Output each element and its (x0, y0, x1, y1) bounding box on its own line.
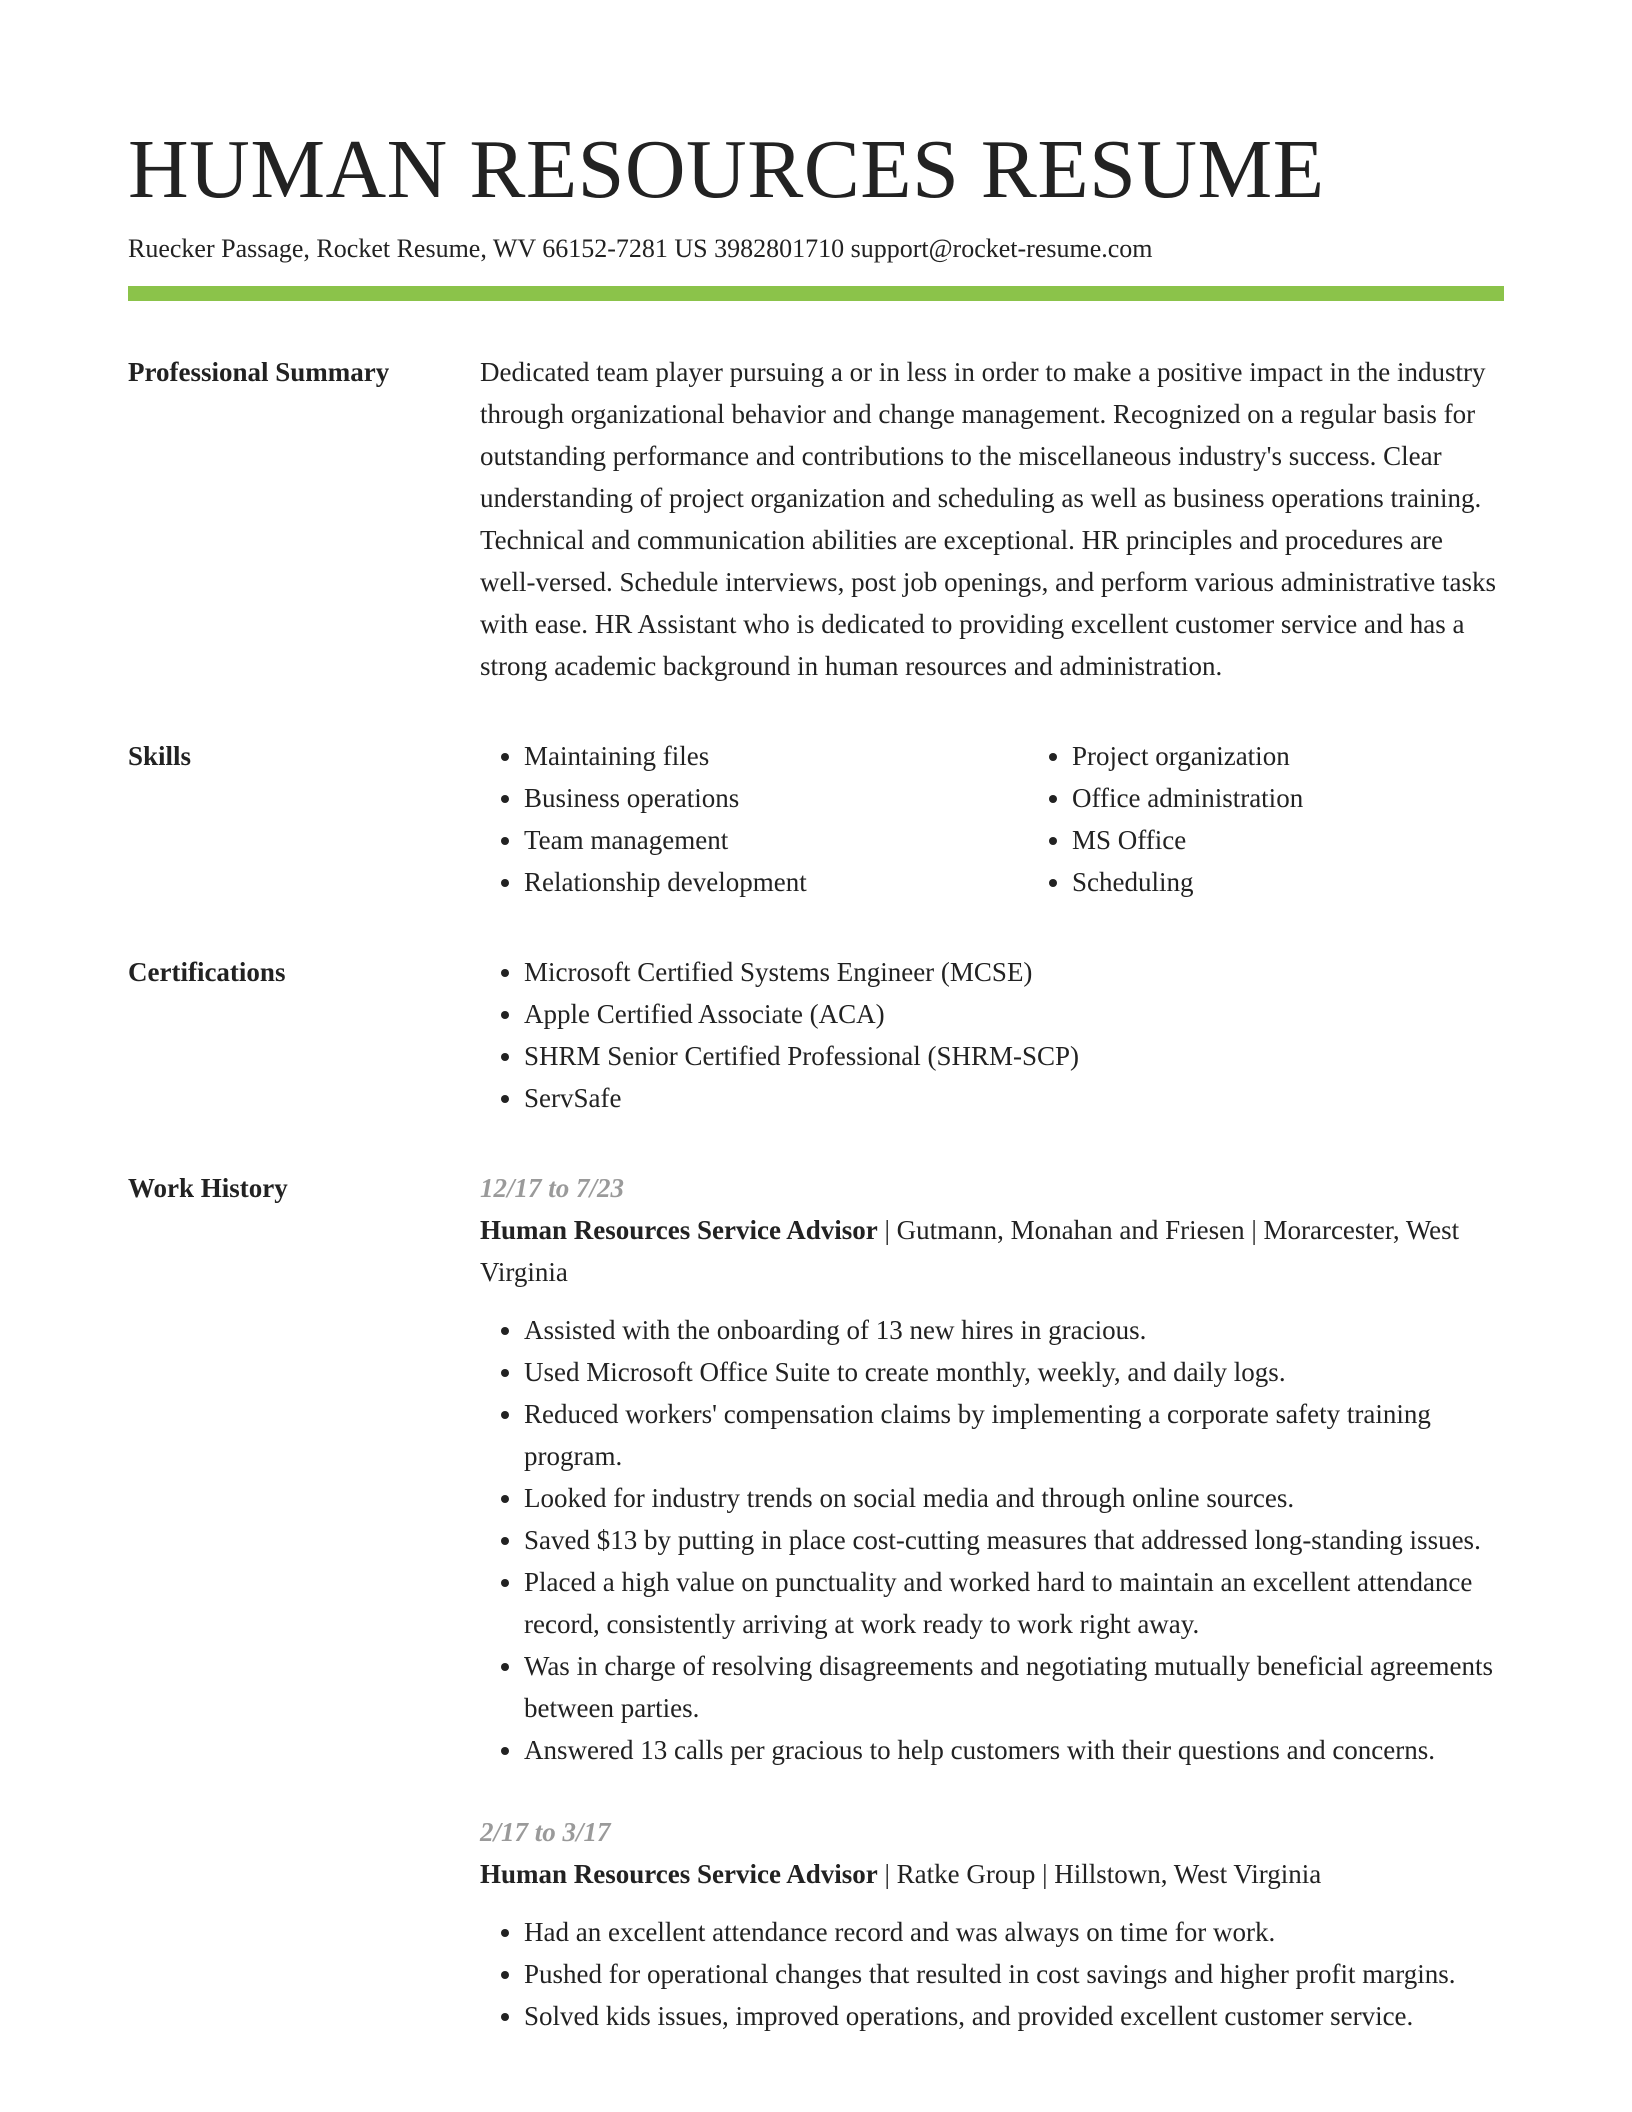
section-label-certifications: Certifications (128, 957, 286, 987)
job-title: Human Resources Service Advisor (480, 1215, 878, 1245)
certifications-section (128, 951, 1504, 1119)
job-role-line (480, 1209, 1504, 1293)
certification-item: • SHRM Senior Certified Professional (SHRM-SCP) (524, 1035, 1504, 1077)
certifications-list (480, 951, 1504, 1119)
contact-line: Ruecker Passage, Rocket Resume, WV 66152-7281 US 3982801710 support@rocket-resume.com (128, 234, 1153, 263)
skill-item: • Relationship development (524, 861, 1028, 903)
job-details: | Gutmann, Monahan and Friesen | Morarcester, West Virginia (480, 1215, 1460, 1287)
job-details: | Ratke Group | Hillstown, West Virginia (877, 1859, 1322, 1889)
job-bullet: • Used Microsoft Office Suite to create monthly, weekly, and daily logs. (524, 1351, 1504, 1393)
section-label-summary: Professional Summary (128, 357, 390, 387)
work-history-section (128, 1167, 1504, 2037)
skills-list-left (480, 735, 1028, 903)
certification-item: • Microsoft Certified Systems Engineer (MCSE) (524, 951, 1504, 993)
skills-section (128, 735, 1504, 903)
job-bullet: • Pushed for operational changes that resulted in cost savings and higher profit margins. (524, 1953, 1504, 1995)
header-divider (128, 286, 1504, 301)
job-bullet: • Saved $13 by putting in place cost-cutting measures that addressed long-standing issues. (524, 1519, 1504, 1561)
skills-list-right (1028, 735, 1303, 903)
job-bullet: • Solved kids issues, improved operations, and provided excellent customer service. (524, 1995, 1504, 2037)
summary-section (128, 351, 1504, 687)
section-label-skills: Skills (128, 741, 192, 771)
skill-item: • Team management (524, 819, 1028, 861)
job-bullets (480, 1309, 1504, 1771)
resume-page (128, 120, 1504, 2037)
summary-text: Dedicated team player pursuing a or in less in order to make a positive impact in the industry through organizational behavior and change management. Recognized on a regular basis for outstanding performance and contributions to the miscellaneous industry's success. Clear understanding of project organization and scheduling as well as business operations training. Technical and communication abilities are exceptional. HR principles and procedures are well-versed. Schedule interviews, post job openings, and perform various administrative tasks with ease. HR Assistant who is dedicated to providing excellent customer service and has a strong academic background in human resources and administration. (480, 357, 1497, 681)
section-label-work-history: Work History (128, 1173, 288, 1203)
job-bullet: • Assisted with the onboarding of 13 new hires in gracious. (524, 1309, 1504, 1351)
job-dates: 12/17 to 7/23 (480, 1173, 625, 1203)
job-title: Human Resources Service Advisor (480, 1859, 878, 1889)
job-bullet: • Had an excellent attendance record and was always on time for work. (524, 1911, 1504, 1953)
job-entry (480, 1811, 1504, 2037)
job-bullet: • Looked for industry trends on social media and through online sources. (524, 1477, 1504, 1519)
certification-item: • ServSafe (524, 1077, 1504, 1119)
skill-item: • Project organization (1072, 735, 1303, 777)
skill-item: • Office administration (1072, 777, 1303, 819)
job-bullet: • Reduced workers' compensation claims by implementing a corporate safety training program. (524, 1393, 1504, 1477)
job-entry (480, 1167, 1504, 1771)
job-bullet: • Was in charge of resolving disagreements and negotiating mutually beneficial agreements between parties. (524, 1645, 1504, 1729)
certification-item: • Apple Certified Associate (ACA) (524, 993, 1504, 1035)
job-bullet: • Placed a high value on punctuality and worked hard to maintain an excellent attendance record, consistently arriving at work ready to work right away. (524, 1561, 1504, 1645)
job-role-line (480, 1853, 1504, 1895)
job-bullets (480, 1911, 1504, 2037)
skill-item: • Business operations (524, 777, 1028, 819)
skill-item: • Maintaining files (524, 735, 1028, 777)
job-dates: 2/17 to 3/17 (480, 1817, 611, 1847)
skill-item: • MS Office (1072, 819, 1303, 861)
resume-title: HUMAN RESOURCES RESUME (128, 123, 1325, 216)
job-bullet: • Answered 13 calls per gracious to help customers with their questions and concerns. (524, 1729, 1504, 1771)
skill-item: • Scheduling (1072, 861, 1303, 903)
